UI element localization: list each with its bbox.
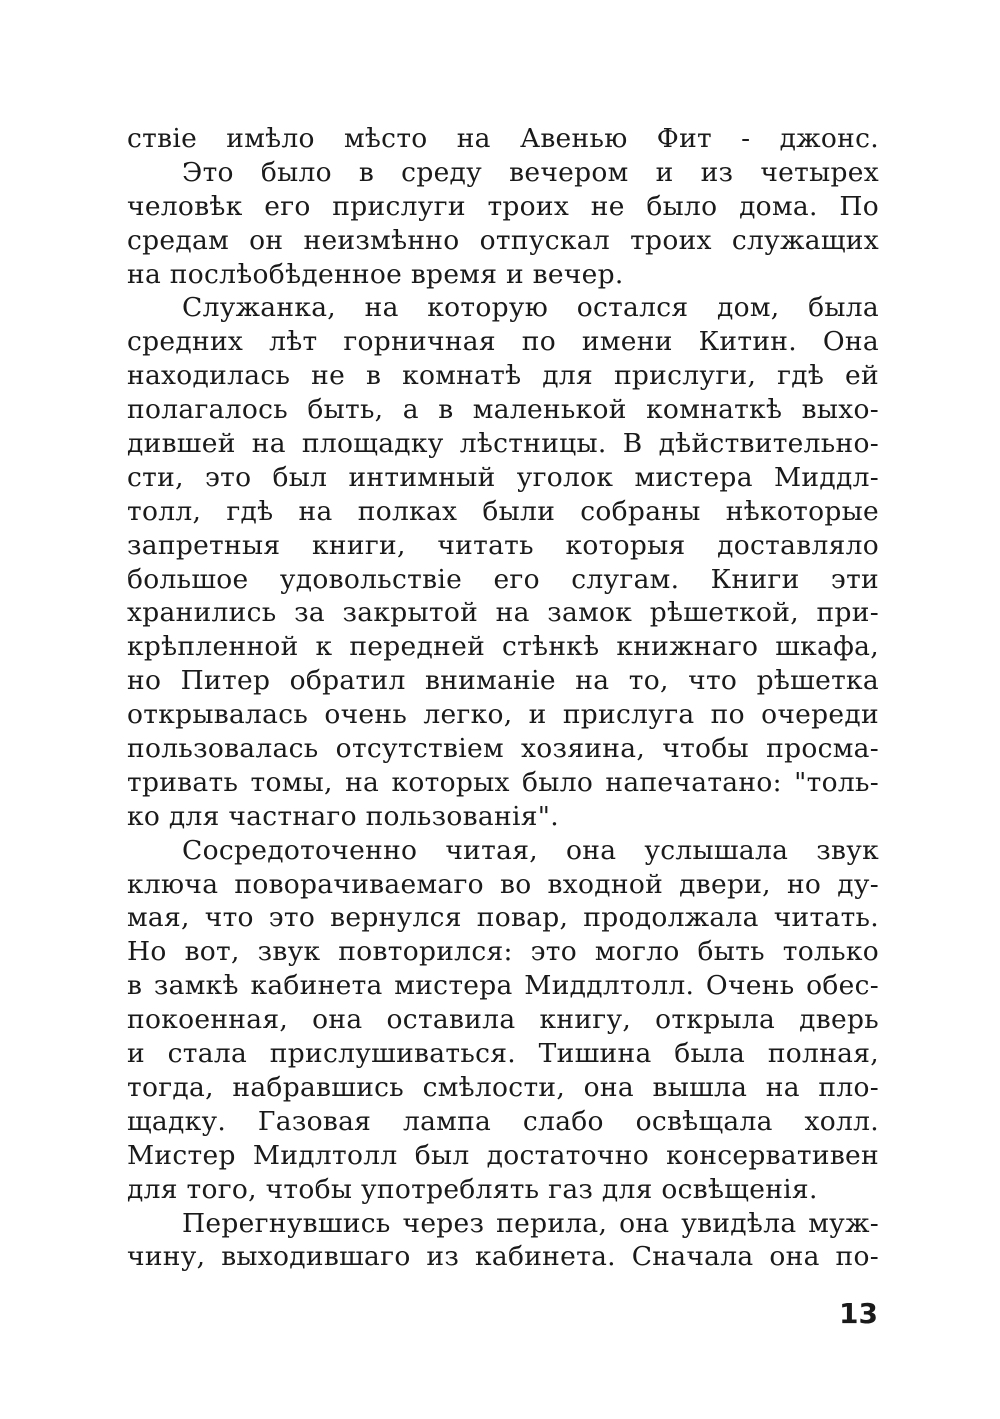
- text-line: и стала прислушиваться. Тишина была полная,: [127, 1038, 879, 1070]
- text-line: тривать томы, на которых было напечатано: "толь-: [127, 766, 879, 798]
- text-line: хранились за закрытой на замок рѣшеткой, при-: [127, 597, 879, 629]
- text-line: мая, что это вернулся повар, продолжала читать.: [127, 902, 879, 934]
- text-line: средам он неизмѣнно отпускал троих служащих: [127, 224, 879, 256]
- text-line: Сосредоточенно читая, она услышала звук: [182, 834, 879, 866]
- text-line: ко для частнаго пользованія".: [127, 800, 559, 832]
- text-line: щадку. Газовая лампа слабо освѣщала холл.: [127, 1105, 879, 1137]
- text-line: находилась не в комнатѣ для прислуги, гдѣ ей: [127, 360, 879, 392]
- text-line: средних лѣт горничная по имени Китин. Она: [127, 326, 879, 358]
- text-line: запретныя книги, читать которыя доставляло: [127, 529, 879, 561]
- text-line: Служанка, на которую остался дом, была: [182, 292, 879, 324]
- text-line: полагалось быть, а в маленькой комнаткѣ выхо-: [127, 394, 879, 426]
- text-line: чину, выходившаго из кабинета. Сначала она по-: [127, 1241, 879, 1273]
- text-line: дившей на площадку лѣстницы. В дѣйствительно-: [127, 428, 879, 460]
- text-line: Мистер Мидлтолл был достаточно консервативен: [127, 1139, 879, 1171]
- text-line: крѣпленной к передней стѣнкѣ книжнаго шкафа,: [127, 631, 879, 663]
- text-line: ствіе имѣло мѣсто на Авенью Фит - джонс.: [127, 123, 879, 154]
- text-line: толл, гдѣ на полках были собраны нѣкоторые: [127, 495, 879, 527]
- text-line: Но вот, звук повторился: это могло быть только: [127, 936, 879, 968]
- text-line: но Питер обратил вниманіе на то, что рѣшетка: [127, 665, 879, 697]
- text-line: Это было в среду вечером и из четырех: [182, 156, 879, 188]
- text-line: Перегнувшись через перила, она увидѣла муж-: [182, 1207, 879, 1239]
- text-line: тогда, набравшись смѣлости, она вышла на пло-: [127, 1071, 879, 1103]
- text-line: человѣк его прислуги троих не было дома. По: [127, 190, 879, 222]
- text-line: большое удовольствіе его слугам. Книги эти: [127, 563, 879, 595]
- page-text: [127, 122, 879, 1274]
- text-line: пользовалась отсутствіем хозяина, чтобы просма-: [127, 733, 879, 765]
- text-line: покоенная, она оставила книгу, открыла дверь: [127, 1004, 879, 1036]
- text-line: сти, это был интимный уголок мистера Миддл-: [127, 461, 879, 493]
- text-line: ключа поворачиваемаго во входной двери, но ду-: [127, 868, 879, 900]
- text-line: в замкѣ кабинета мистера Миддлтолл. Очень обес-: [127, 970, 879, 1002]
- page-number: 13: [839, 1297, 878, 1330]
- text-line: для того, чтобы употреблять газ для освѣщенія.: [127, 1173, 818, 1205]
- text-line: на послѣобѣденное время и вечер.: [127, 258, 624, 290]
- text-line: открывалась очень легко, и прислуга по очереди: [127, 699, 879, 731]
